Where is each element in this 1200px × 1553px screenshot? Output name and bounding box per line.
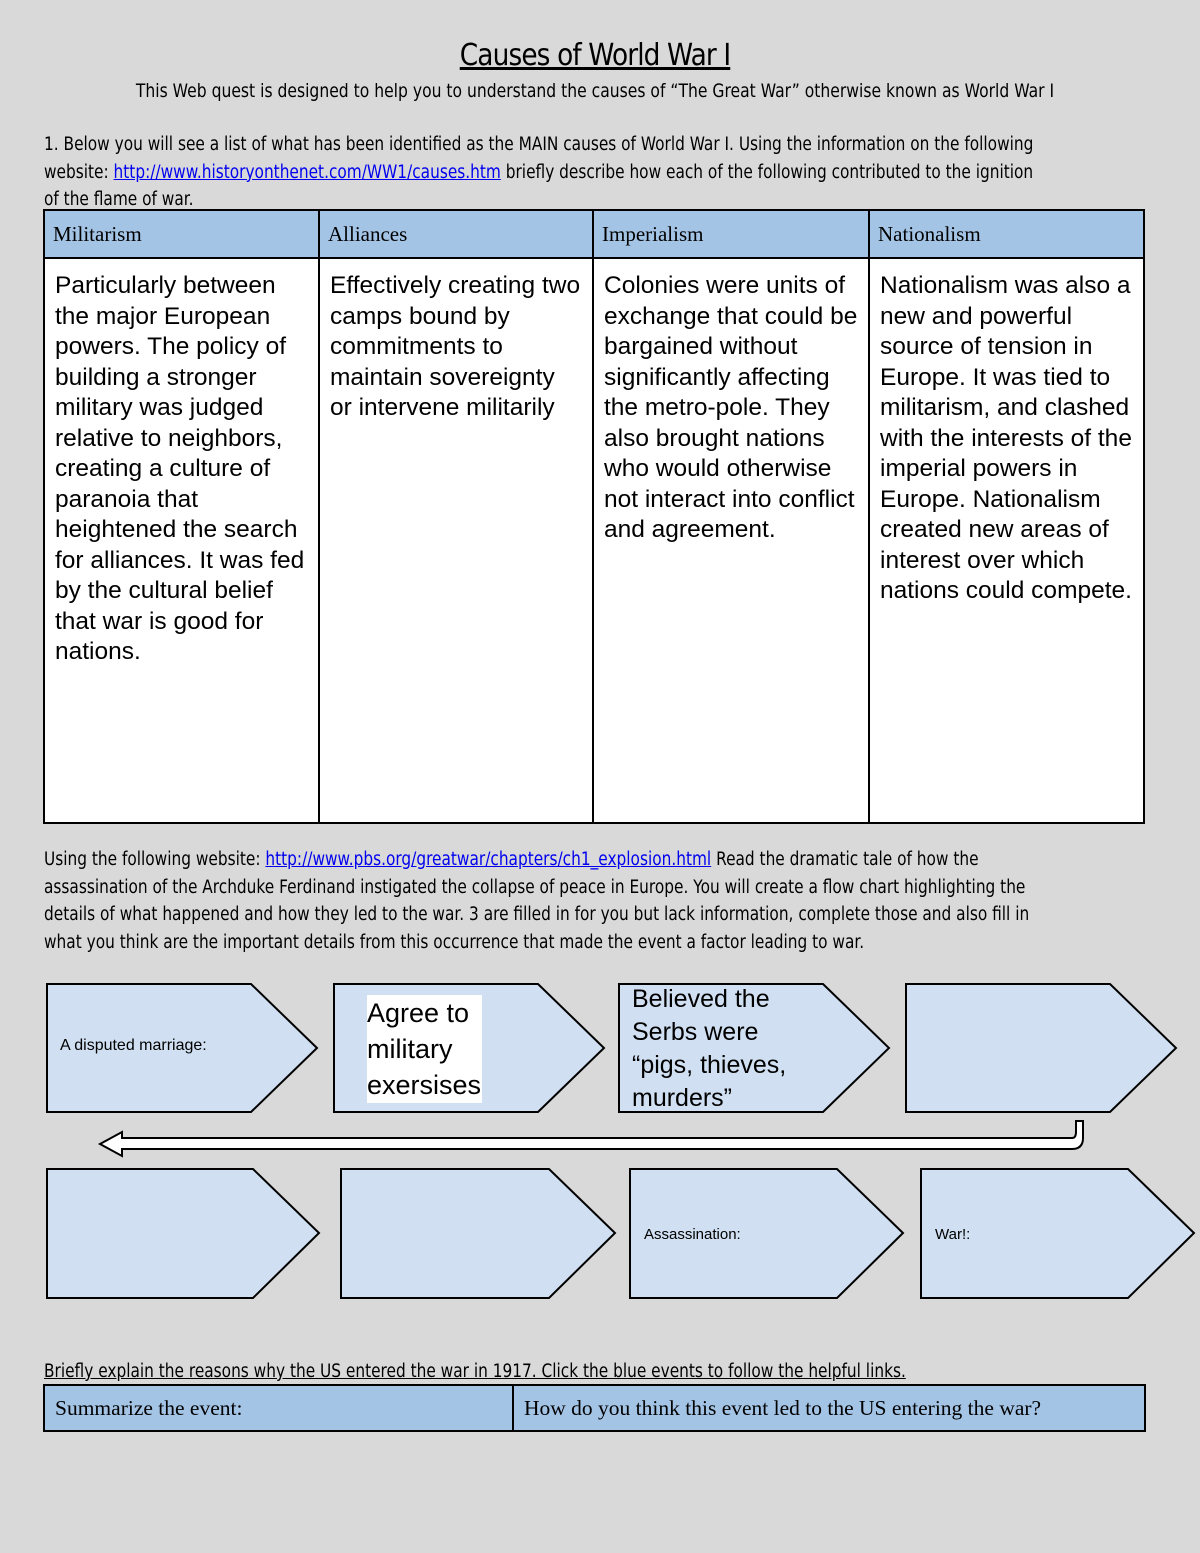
- page-subtitle: This Web quest is designed to help you to understand the causes of “The Great War” otherwise known as World War I: [135, 80, 1055, 102]
- flow-box-3-text: Believed the Serbs were “pigs, thieves, murders”: [632, 985, 787, 1112]
- question-1-instructions: [44, 131, 1048, 214]
- causes-answer-row: [44, 258, 1144, 823]
- causes-header-row: [44, 210, 1144, 258]
- flow-arrow-shape: [46, 1168, 320, 1299]
- answer-alliances[interactable]: Effectively creating two camps bound by commitments to maintain sovereignty or intervene militarily: [319, 258, 593, 823]
- flow-arrow-shape: [340, 1168, 616, 1299]
- question-2-intro: Using the following website:: [44, 849, 266, 870]
- flow-arrow-shape: [905, 983, 1177, 1113]
- question-2-instructions: [44, 846, 1048, 956]
- flow-box-5[interactable]: [46, 1168, 320, 1299]
- flow-box-1[interactable]: [46, 983, 318, 1113]
- flow-box-6[interactable]: [340, 1168, 616, 1299]
- header-nationalism: Nationalism: [869, 210, 1144, 258]
- answer-nationalism[interactable]: Nationalism was also a new and powerful source of tension in Europe. It was tied to militarism, and clashed with the interests of the imperial powers in Europe. Nationalism created new areas of interest over which nations could compete.: [869, 258, 1144, 823]
- flow-box-war[interactable]: [920, 1168, 1195, 1299]
- flow-box-2-text: Agree to military exersises: [367, 995, 482, 1103]
- question-1-outro: briefly describe how each of the following contributed to the ignition of the flame of war.: [44, 161, 1034, 210]
- flow-box-1-text: A disputed marriage:: [60, 1037, 207, 1054]
- flow-box-assassination-text: Assassination:: [644, 1226, 741, 1243]
- header-imperialism: Imperialism: [593, 210, 869, 258]
- question-2-outro: Read the dramatic tale of how the assassination of the Archduke Ferdinand instigated the collapse of peace in Europe. You will create a flow chart highlighting the details of what happened and how they led to the war. 3 are filled in for you but lack information, complete those and also fill in what you think are the important details from this occurrence that made the event a factor leading to war.: [44, 849, 1030, 953]
- connector-arrow-icon: [96, 1118, 1096, 1164]
- flow-box-assassination[interactable]: [629, 1168, 904, 1299]
- explosion-link[interactable]: http://www.pbs.org/greatwar/chapters/ch1_explosion.html: [265, 849, 712, 870]
- answer-militarism[interactable]: Particularly between the major European powers. The policy of building a stronger military was judged relative to neighbors, creating a culture of paranoia that heightened the search for alliances. It was fed by the cultural belief that war is good for nations.: [44, 258, 319, 823]
- flow-box-4[interactable]: [905, 983, 1177, 1113]
- us-entry-table: [43, 1384, 1146, 1432]
- flow-box-war-text: War!:: [935, 1226, 971, 1243]
- header-led-to-us-entry: How do you think this event led to the US entering the war?: [513, 1385, 1145, 1431]
- question-1-intro: 1. Below you will see a list of what has been identified as the MAIN causes of World War I. Using the information on the following website:: [44, 134, 1034, 183]
- header-militarism: Militarism: [44, 210, 319, 258]
- causes-table: [43, 209, 1145, 824]
- us-entry-header-row: [44, 1385, 1145, 1431]
- page-title: Causes of World War I: [459, 38, 731, 73]
- answer-imperialism[interactable]: Colonies were units of exchange that could be bargained without significantly affecting the metro-pole. They also brought nations who would otherwise not interact into conflict and agreement.: [593, 258, 869, 823]
- header-alliances: Alliances: [319, 210, 593, 258]
- header-summarize-event: Summarize the event:: [44, 1385, 513, 1431]
- question-3-instructions: Briefly explain the reasons why the US entered the war in 1917. Click the blue events to follow the helpful links.: [44, 1361, 906, 1382]
- flow-box-3[interactable]: [618, 983, 890, 1113]
- causes-link[interactable]: http://www.historyonthenet.com/WW1/causes.htm: [113, 161, 501, 183]
- flow-box-2[interactable]: [333, 983, 605, 1113]
